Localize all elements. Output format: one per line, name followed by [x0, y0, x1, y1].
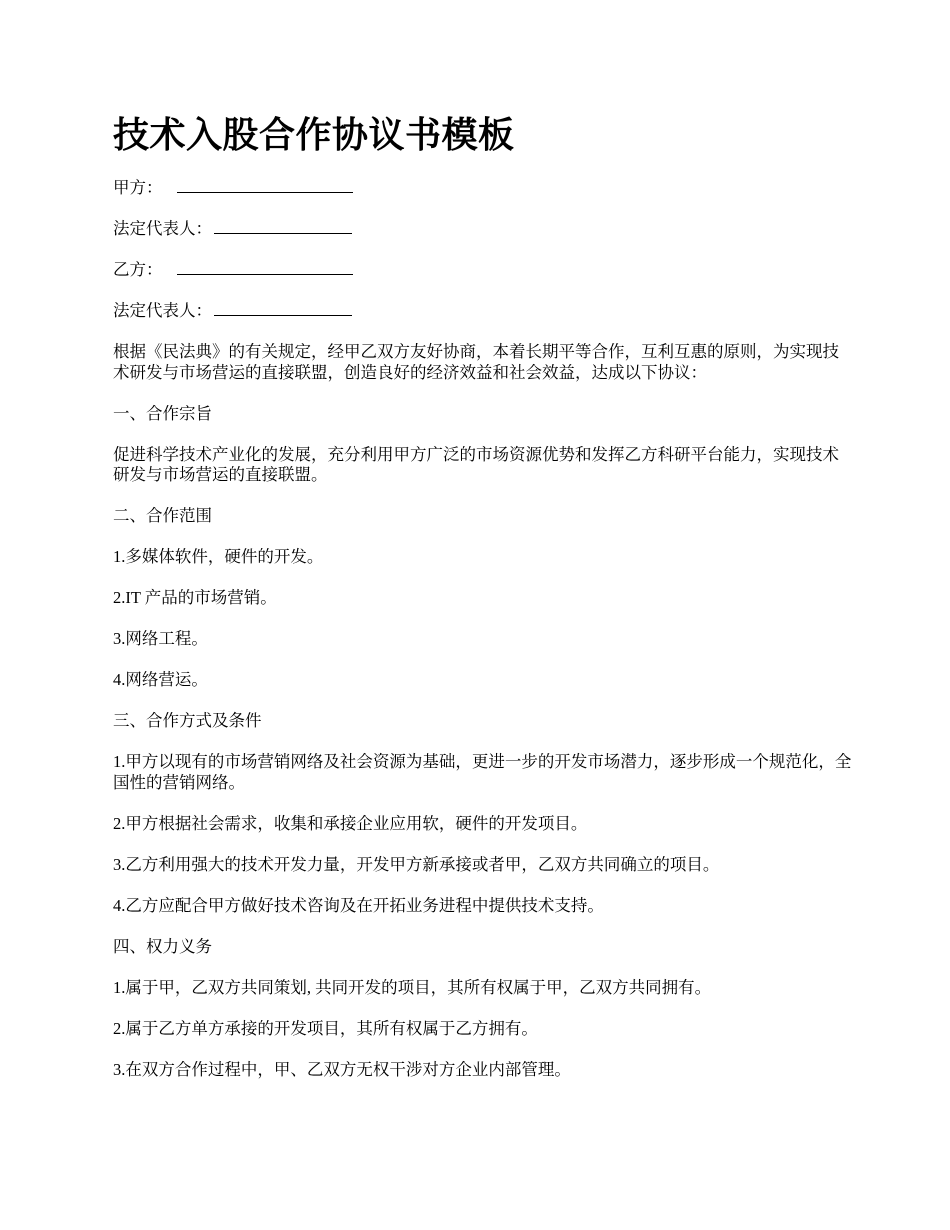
party-b-blank[interactable] — [177, 260, 353, 275]
method-item: 1.甲方以现有的市场营销网络及社会资源为基础，更进一步的开发市场潜力，逐步形成一个规范化，全国性的营销网络。 — [113, 752, 852, 792]
section-heading-scope: 二、合作范围 — [113, 506, 212, 525]
section-heading-method: 三、合作方式及条件 — [113, 711, 262, 730]
party-b-rep-label: 法定代表人： — [113, 301, 212, 320]
rights-item: 1.属于甲，乙双方共同策划, 共同开发的项目，其所有权属于甲，乙双方共同拥有。 — [113, 977, 712, 997]
section-heading-rights: 四、权力义务 — [113, 936, 212, 956]
party-b-rep-field — [113, 301, 853, 322]
party-a-rep-blank[interactable] — [214, 219, 352, 234]
scope-item: 2.IT 产品的市场营销。 — [113, 588, 277, 607]
party-b-label: 乙方： — [113, 260, 163, 279]
party-a-rep-field — [113, 219, 853, 240]
document-title: 技术入股合作协议书模板 — [113, 115, 515, 156]
method-item: 2.甲方根据社会需求，收集和承接企业应用软，硬件的开发项目。 — [113, 813, 588, 833]
purpose-paragraph: 促进科学技术产业化的发展，充分利用甲方广泛的市场资源优势和发挥乙方科研平台能力，实现技术研发与市场营运的直接联盟。 — [113, 444, 839, 484]
rights-item: 2.属于乙方单方承接的开发项目，其所有权属于乙方拥有。 — [113, 1018, 538, 1038]
method-item: 4.乙方应配合甲方做好技术咨询及在开拓业务进程中提供技术支持。 — [113, 895, 604, 915]
scope-item: 4.网络营运。 — [113, 670, 208, 689]
party-a-field — [113, 178, 853, 199]
party-b-rep-blank[interactable] — [214, 301, 352, 316]
party-a-blank[interactable] — [177, 178, 353, 193]
method-item: 3.乙方利用强大的技术开发力量，开发甲方新承接或者甲，乙双方共同确立的项目。 — [113, 854, 720, 874]
rights-item: 3.在双方合作过程中，甲、乙双方无权干涉对方企业内部管理。 — [113, 1059, 571, 1079]
document-page — [113, 108, 853, 1101]
party-a-rep-label: 法定代表人： — [113, 219, 212, 238]
party-a-label: 甲方： — [113, 178, 163, 197]
intro-paragraph: 根据《民法典》的有关规定，经甲乙双方友好协商，本着长期平等合作，互利互惠的原则，为实现技术研发与市场营运的直接联盟，创造良好的经济效益和社会效益，达成以下协议： — [113, 342, 839, 382]
scope-item: 1.多媒体软件，硬件的开发。 — [113, 547, 324, 566]
party-b-field — [113, 260, 853, 281]
section-heading-purpose: 一、合作宗旨 — [113, 403, 212, 423]
scope-item: 3.网络工程。 — [113, 629, 208, 648]
